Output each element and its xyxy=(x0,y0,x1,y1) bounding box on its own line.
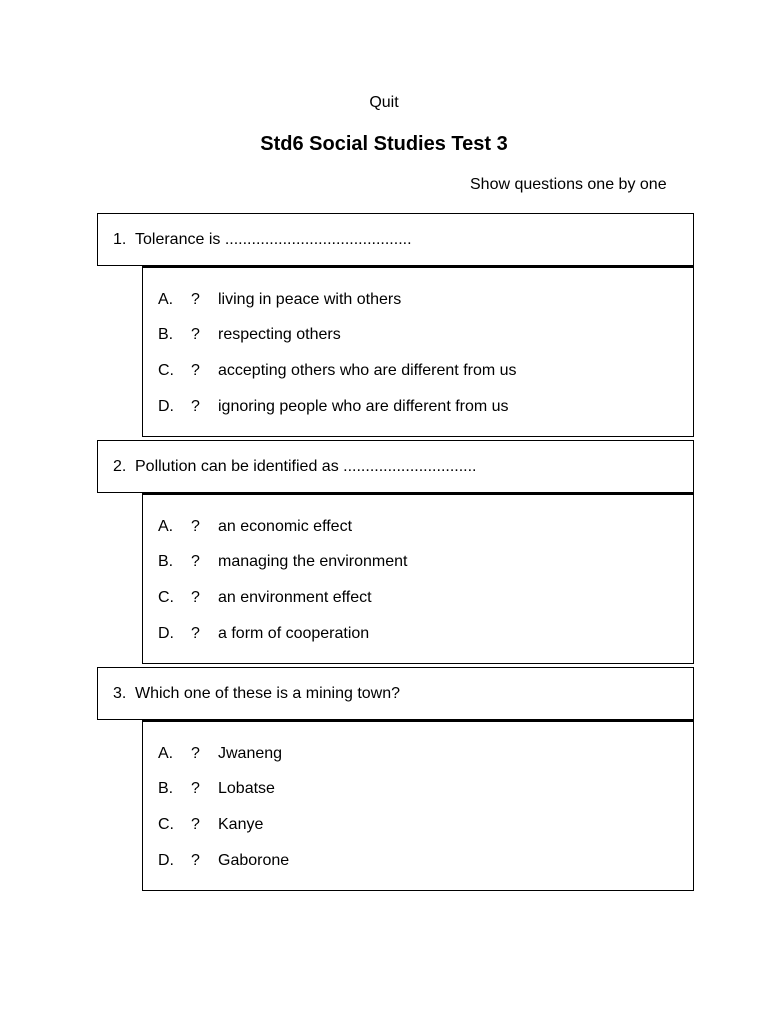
option-text: ignoring people who are different from us xyxy=(218,397,509,415)
answer-options xyxy=(142,266,694,437)
option-letter: B. xyxy=(158,553,174,571)
radio-placeholder-icon[interactable]: ? xyxy=(191,517,200,535)
option-b[interactable] xyxy=(158,318,693,354)
question-block-1 xyxy=(97,213,694,437)
radio-placeholder-icon[interactable]: ? xyxy=(191,815,200,833)
option-a[interactable] xyxy=(158,509,693,545)
radio-placeholder-icon[interactable]: ? xyxy=(191,624,200,642)
option-text: a form of cooperation xyxy=(218,624,370,642)
radio-placeholder-icon[interactable]: ? xyxy=(191,744,200,762)
question-block-3 xyxy=(97,667,694,891)
answer-options xyxy=(142,720,694,891)
option-text: an environment effect xyxy=(218,588,372,606)
question-prompt xyxy=(97,667,694,720)
option-d[interactable] xyxy=(158,389,693,425)
question-text: Tolerance is .......................................... xyxy=(135,231,412,248)
show-one-by-one-link[interactable]: Show questions one by one xyxy=(470,176,667,193)
option-c[interactable] xyxy=(158,353,693,389)
option-text: accepting others who are different from us xyxy=(218,361,517,379)
option-a[interactable] xyxy=(158,736,693,772)
option-text: managing the environment xyxy=(218,553,408,571)
question-number: 1. xyxy=(113,231,127,248)
question-number: 3. xyxy=(113,685,127,702)
option-text: Kanye xyxy=(218,815,264,833)
option-b[interactable] xyxy=(158,772,693,808)
answer-options xyxy=(142,493,694,664)
option-a[interactable] xyxy=(158,282,693,318)
question-text: Pollution can be identified as .............................. xyxy=(135,458,477,475)
radio-placeholder-icon[interactable]: ? xyxy=(191,326,200,344)
question-text: Which one of these is a mining town? xyxy=(135,685,401,702)
radio-placeholder-icon[interactable]: ? xyxy=(191,553,200,571)
option-letter: B. xyxy=(158,780,174,798)
radio-placeholder-icon[interactable]: ? xyxy=(191,780,200,798)
option-letter: D. xyxy=(158,397,174,415)
option-letter: A. xyxy=(158,744,174,762)
option-letter: D. xyxy=(158,624,174,642)
option-letter: D. xyxy=(158,851,174,869)
radio-placeholder-icon[interactable]: ? xyxy=(191,588,200,606)
option-text: an economic effect xyxy=(218,517,353,535)
option-b[interactable] xyxy=(158,545,693,581)
page-title: Std6 Social Studies Test 3 xyxy=(260,133,508,155)
option-text: respecting others xyxy=(218,326,341,344)
question-number: 2. xyxy=(113,458,127,475)
option-letter: A. xyxy=(158,290,174,308)
question-block-2 xyxy=(97,440,694,664)
radio-placeholder-icon[interactable]: ? xyxy=(191,290,200,308)
option-text: Lobatse xyxy=(218,780,275,798)
option-c[interactable] xyxy=(158,807,693,843)
option-text: Jwaneng xyxy=(218,744,283,762)
option-letter: C. xyxy=(158,361,174,379)
question-prompt xyxy=(97,213,694,266)
option-letter: A. xyxy=(158,517,174,535)
option-d[interactable] xyxy=(158,843,693,879)
question-prompt xyxy=(97,440,694,493)
option-c[interactable] xyxy=(158,580,693,616)
radio-placeholder-icon[interactable]: ? xyxy=(191,851,200,869)
option-d[interactable] xyxy=(158,616,693,652)
radio-placeholder-icon[interactable]: ? xyxy=(191,397,200,415)
option-letter: B. xyxy=(158,326,174,344)
option-text: living in peace with others xyxy=(218,290,402,308)
option-letter: C. xyxy=(158,588,174,606)
option-letter: C. xyxy=(158,815,174,833)
quit-link[interactable]: Quit xyxy=(369,94,399,111)
radio-placeholder-icon[interactable]: ? xyxy=(191,361,200,379)
option-text: Gaborone xyxy=(218,851,290,869)
